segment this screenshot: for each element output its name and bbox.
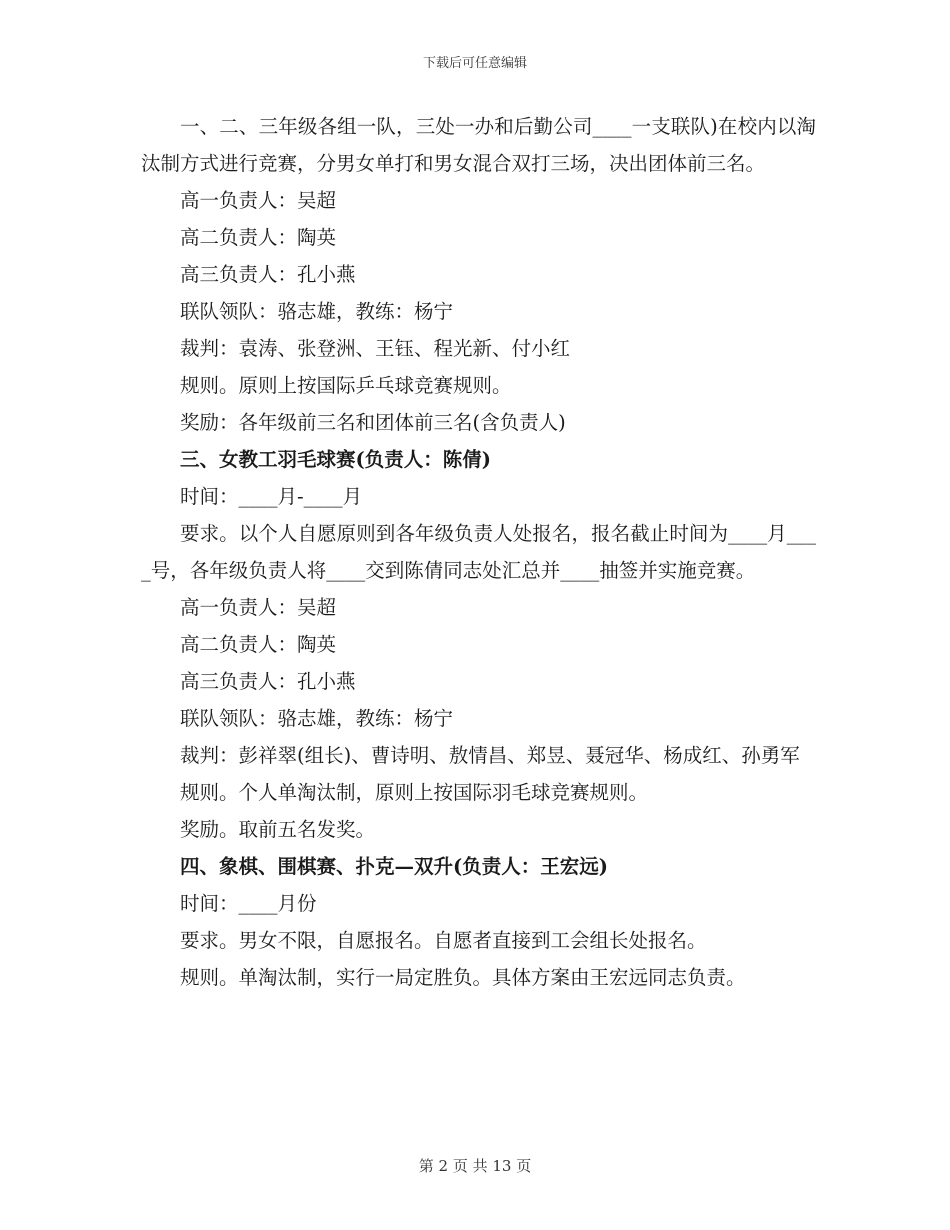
- paragraph-chess-requirements: 要求。男女不限，自愿报名。自愿者直接到工会组长处报名。: [180, 929, 707, 952]
- paragraph-grade2-lead: 高二负责人：陶英: [180, 633, 337, 656]
- paragraph-rules: 规则。个人单淘汰制，原则上按国际羽毛球竞赛规则。: [180, 781, 649, 804]
- paragraph-grade3-lead: 高三负责人：孔小燕: [180, 263, 356, 286]
- document-body: [141, 108, 816, 996]
- paragraph-table-tennis-format: 一、二、三年级各组一队，三处一办和后勤公司____一支联队)在校内以淘汰制方式进行竞赛，分男女单打和男女混合双打三场，决出团体前三名。: [141, 115, 816, 175]
- paragraph-joint-team-leader: 联队领队：骆志雄，教练：杨宁: [180, 707, 454, 730]
- paragraph-chess-rules: 规则。单淘汰制，实行一局定胜负。具体方案由王宏远同志负责。: [180, 966, 746, 989]
- section-heading-badminton: 三、女教工羽毛球赛(负责人：陈倩): [180, 448, 491, 471]
- paragraph-grade2-lead: 高二负责人：陶英: [180, 226, 337, 249]
- paragraph-grade1-lead: 高一负责人：吴超: [180, 189, 337, 212]
- paragraph-awards: 奖励：各年级前三名和团体前三名(含负责人): [180, 411, 566, 434]
- paragraph-rules: 规则。原则上按国际乒乓球竞赛规则。: [180, 374, 512, 397]
- paragraph-grade1-lead: 高一负责人：吴超: [180, 596, 337, 619]
- paragraph-grade3-lead: 高三负责人：孔小燕: [180, 670, 356, 693]
- paragraph-joint-team-leader: 联队领队：骆志雄，教练：杨宁: [180, 300, 454, 323]
- section-heading-chess-cards: 四、象棋、围棋赛、扑克—双升(负责人：王宏远): [180, 855, 608, 878]
- paragraph-chess-time: 时间：____月份: [180, 892, 317, 915]
- paragraph-referees: 裁判：彭祥翠(组长)、曹诗明、敖情昌、郑昱、聂冠华、杨成红、孙勇军: [180, 744, 800, 767]
- paragraph-referees: 裁判：袁涛、张登洲、王钰、程光新、付小红: [180, 337, 571, 360]
- page-header: 下载后可任意编辑: [422, 56, 527, 71]
- paragraph-awards: 奖励。取前五名发奖。: [180, 818, 376, 841]
- page-footer: 第 2 页 共 13 页: [418, 1157, 532, 1175]
- paragraph-badminton-requirements: 要求。以个人自愿原则到各年级负责人处报名，报名截止时间为____月____号，各年级负责人将____交到陈倩同志处汇总并____抽签并实施竞赛。: [141, 522, 816, 582]
- paragraph-badminton-time: 时间：____月-____月: [180, 485, 363, 508]
